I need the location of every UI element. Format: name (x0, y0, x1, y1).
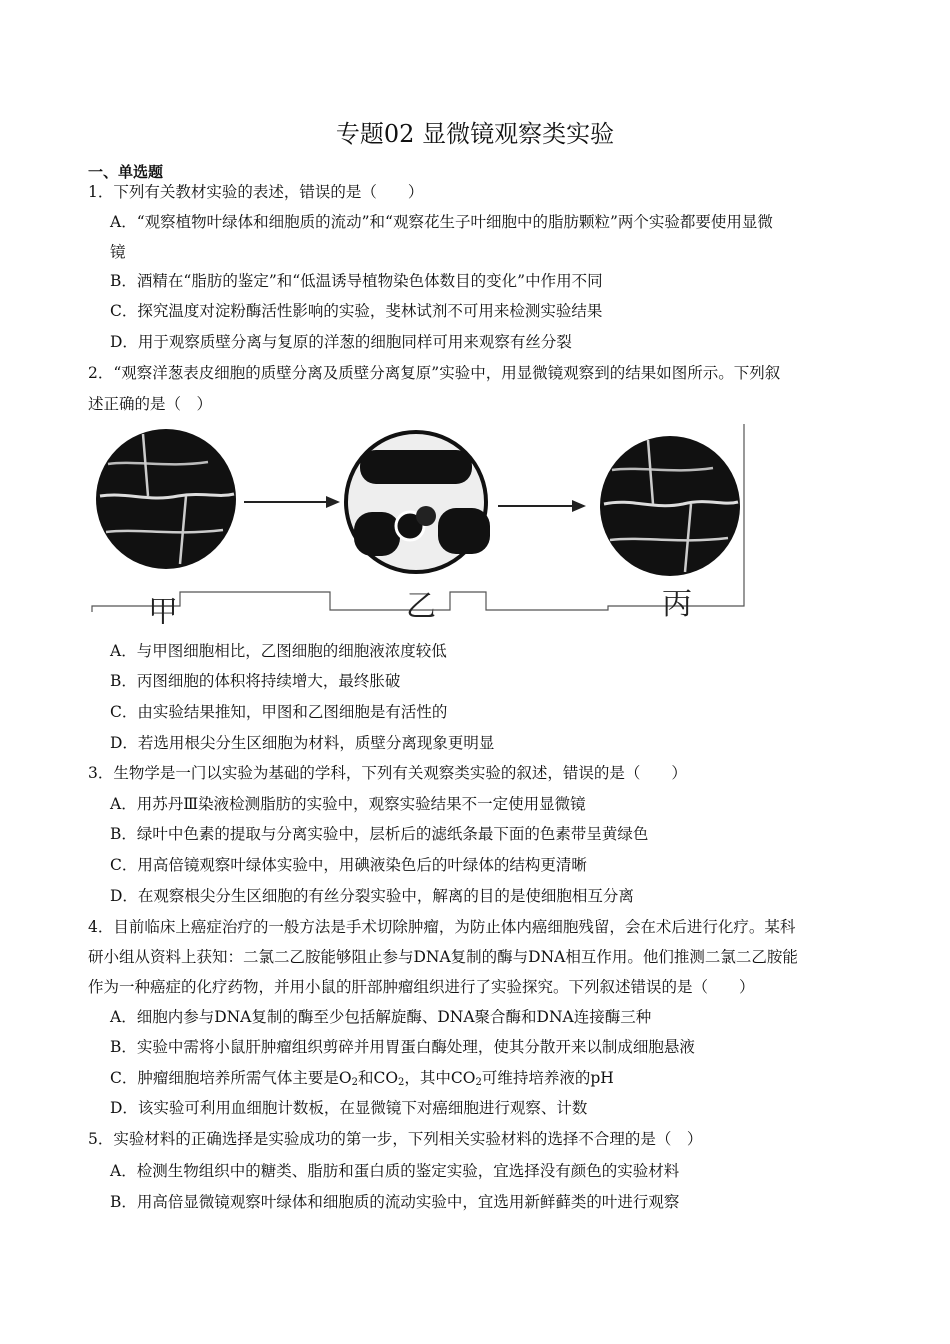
arrow-1 (244, 496, 340, 508)
q1-option-a-line1: A．“观察植物叶绿体和细胞质的流动”和“观察花生子叶细胞中的脂肪颗粒”两个实验都要使用显微 (110, 213, 773, 231)
q2-option-d: D．若选用根尖分生区细胞为材料，质壁分离现象更明显 (110, 734, 495, 752)
q1-option-a-line2: 镜 (110, 243, 126, 261)
q1-option-d: D．用于观察质壁分离与复原的洋葱的细胞同样可用来观察有丝分裂 (110, 333, 572, 351)
q3-option-b: B．绿叶中色素的提取与分离实验中，层析后的滤纸条最下面的色素带呈黄绿色 (110, 825, 649, 843)
q5-option-b: B．用高倍显微镜观察叶绿体和细胞质的流动实验中，宜选用新鲜藓类的叶进行观察 (110, 1193, 680, 1211)
q2-option-c: C．由实验结果推知，甲图和乙图细胞是有活性的 (110, 703, 448, 721)
q2-stem-line2: 述正确的是（ ） (88, 395, 213, 413)
q3-option-a: A．用苏丹Ⅲ染液检测脂肪的实验中，观察实验结果不一定使用显微镜 (110, 795, 586, 813)
q2-option-a: A．与甲图细胞相比，乙图细胞的细胞液浓度较低 (110, 642, 447, 660)
q3-option-c: C．用高倍镜观察叶绿体实验中，用碘液染色后的叶绿体的结构更清晰 (110, 856, 587, 874)
section-heading: 一、单选题 (88, 163, 164, 181)
cell-image-bing (600, 436, 740, 576)
q1-stem: 1．下列有关教材实验的表述，错误的是（ ） (88, 183, 424, 201)
q4-stem-line2: 研小组从资料上获知：二氯二乙胺能够阻止参与DNA复制的酶与DNA相互作用。他们推测二氯二乙胺能 (88, 948, 798, 966)
plasmolysis-figure (88, 424, 748, 624)
q1-option-b: B．酒精在“脂肪的鉴定”和“低温诱导植物染色体数目的变化”中作用不同 (110, 272, 603, 290)
label-jia: 甲 (148, 595, 178, 624)
q4-option-a: A．细胞内参与DNA复制的酶至少包括解旋酶、DNA聚合酶和DNA连接酶三种 (110, 1008, 652, 1026)
q2-option-b: B．丙图细胞的体积将持续增大，最终胀破 (110, 672, 401, 690)
q3-option-d: D．在观察根尖分生区细胞的有丝分裂实验中，解离的目的是使细胞相互分离 (110, 887, 634, 905)
cell-image-yi (346, 432, 490, 572)
q4-stem-line1: 4．目前临床上癌症治疗的一般方法是手术切除肿瘤，为防止体内癌细胞残留，会在术后进行化疗。某科 (88, 918, 796, 936)
arrow-2 (498, 500, 586, 512)
q4-option-c: C．肿瘤细胞培养所需气体主要是$O_2$和$CO_2$，其中$CO_2$可维持培养液的pH (110, 1069, 614, 1088)
q5-option-a: A．检测生物组织中的糖类、脂肪和蛋白质的鉴定实验，宜选择没有颜色的实验材料 (110, 1162, 680, 1180)
q4-stem-line3: 作为一种癌症的化疗药物，并用小鼠的肝部肿瘤组织进行了实验探究。下列叙述错误的是（ ） (88, 978, 755, 996)
q5-stem: 5．实验材料的正确选择是实验成功的第一步，下列相关实验材料的选择不合理的是（ ） (88, 1130, 703, 1148)
q2-stem-line1: 2．“观察洋葱表皮细胞的质壁分离及质壁分离复原”实验中，用显微镜观察到的结果如图所示。下列叙 (88, 364, 781, 382)
q4-option-d: D．该实验可利用血细胞计数板，在显微镜下对癌细胞进行观察、计数 (110, 1099, 588, 1117)
q1-option-c: C．探究温度对淀粉酶活性影响的实验，斐林试剂不可用来检测实验结果 (110, 302, 603, 320)
q3-stem: 3．生物学是一门以实验为基础的学科，下列有关观察类实验的叙述，错误的是（ ） (88, 764, 687, 782)
label-yi: 乙 (406, 589, 436, 624)
cell-image-jia (96, 429, 236, 569)
label-bing: 丙 (662, 587, 692, 622)
page-title: 专题02 显微镜观察类实验 (335, 120, 615, 148)
q4-option-b: B．实验中需将小鼠肝肿瘤组织剪碎并用胃蛋白酶处理，使其分散开来以制成细胞悬液 (110, 1038, 695, 1056)
